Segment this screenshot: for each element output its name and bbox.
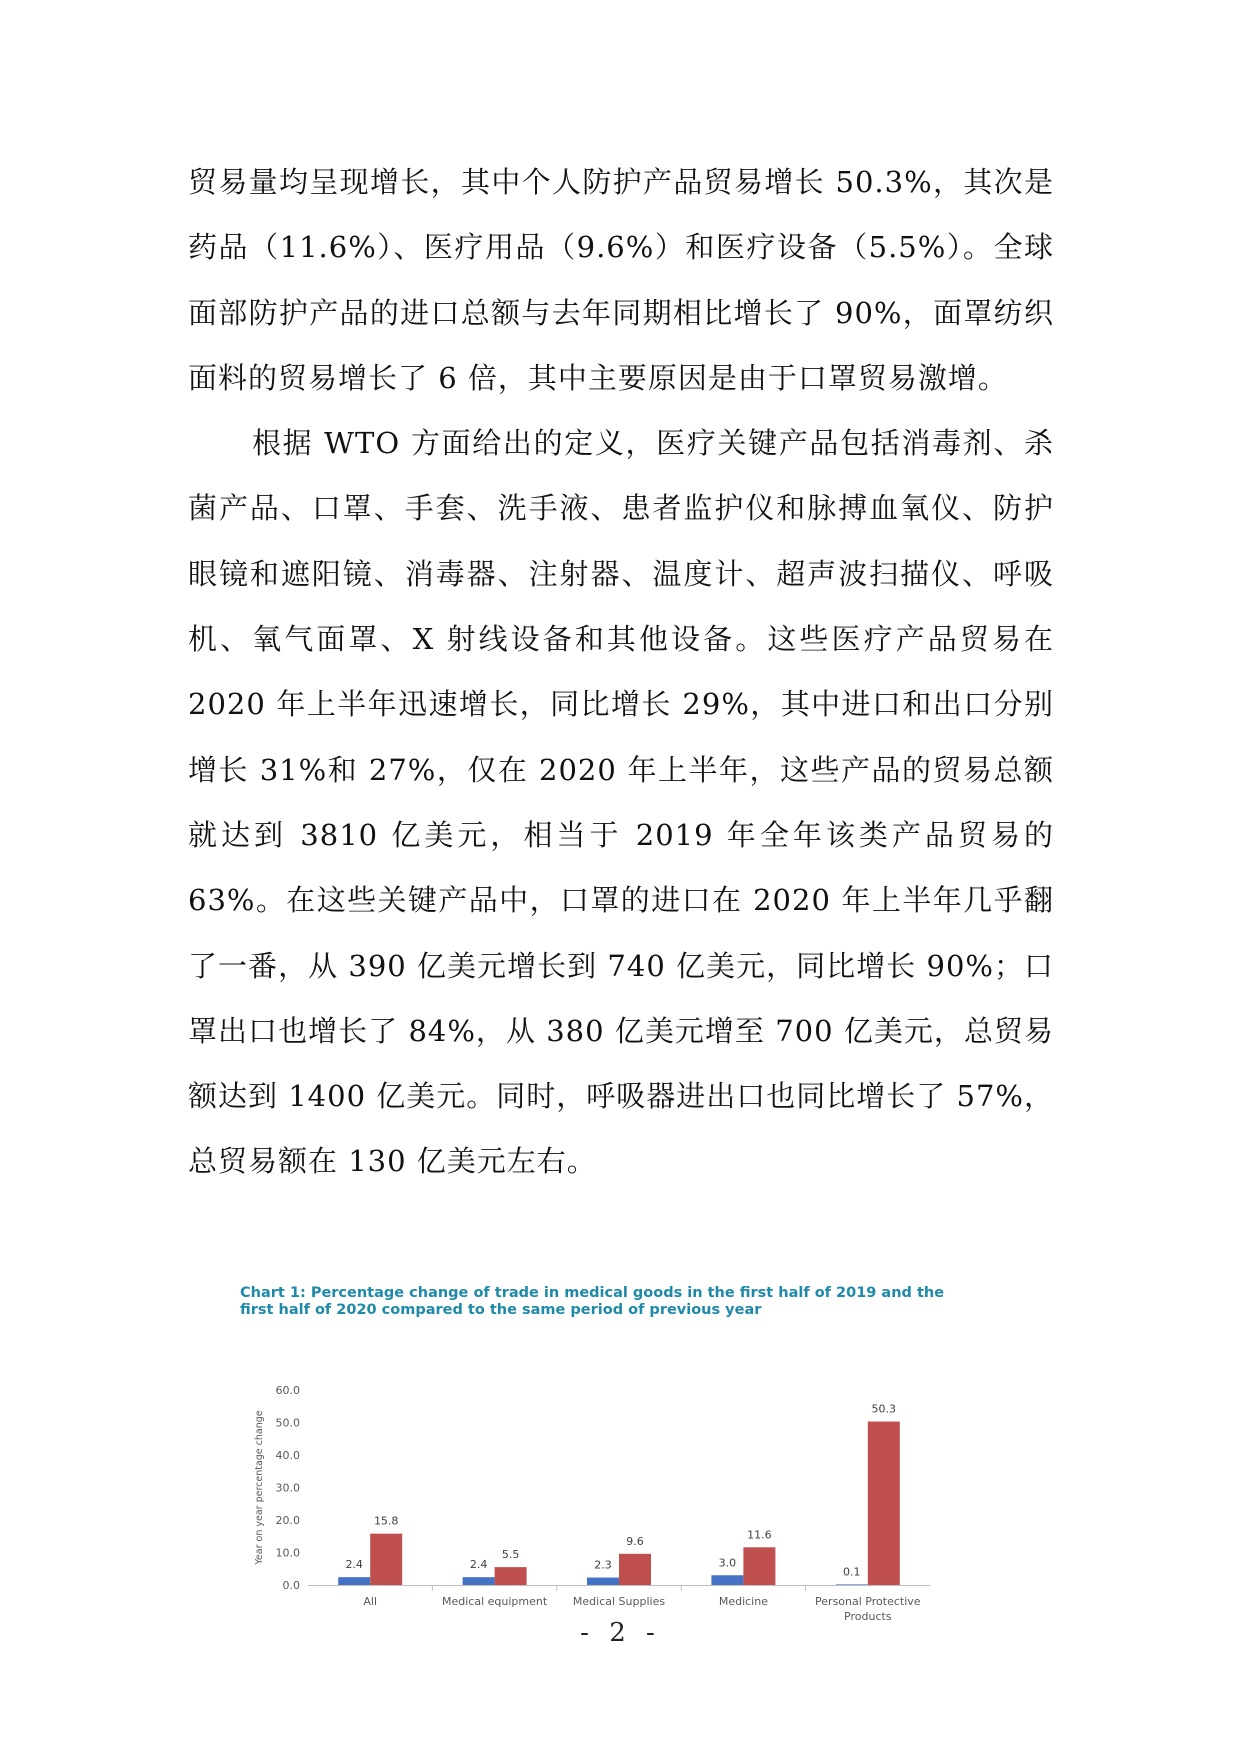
x-tick-label: Personal Protective — [815, 1595, 921, 1608]
chart-title: Chart 1: Percentage change of trade in medical goods in the first half of 2019 and the first half of 2020 compared to the same period of previous year — [240, 1285, 945, 1318]
bar-series-2020 — [868, 1422, 900, 1585]
page-number: - 2 - — [580, 1618, 661, 1648]
bar-series-2020 — [370, 1534, 402, 1585]
x-tick-label: All — [363, 1595, 378, 1608]
x-tick-label: Medical equipment — [442, 1595, 548, 1608]
data-label: 15.8 — [373, 1514, 399, 1528]
y-tick-label: 30.0 — [275, 1481, 300, 1495]
data-label: 0.1 — [843, 1565, 861, 1579]
bar-series-2020 — [619, 1554, 651, 1585]
bar-series-2019 — [836, 1584, 868, 1585]
y-tick-label: 40.0 — [275, 1449, 300, 1462]
bar-series-2019 — [338, 1577, 370, 1585]
bar-series-2020 — [743, 1547, 775, 1585]
x-tick-label: Products — [844, 1610, 892, 1623]
x-tick-label: Medicine — [718, 1595, 768, 1608]
y-tick-label: 20.0 — [275, 1514, 300, 1527]
paragraph: 贸易量均呈现增长，其中个人防护产品贸易增长 50.3%，其次是药品（11.6%）、医疗用品（9.6%）和医疗设备（5.5%）。全球面部防护产品的进口总额与去年同期相比增长了 90%，面罩纺织面料的贸易增长了 6 倍，其中主要原因是由于口罩贸易激增。 — [188, 165, 1054, 395]
y-tick-label: 0.0 — [282, 1579, 300, 1592]
data-label: 9.6 — [626, 1534, 644, 1548]
paragraph: 根据 WTO 方面给出的定义，医疗关键产品包括消毒剂、杀菌产品、口罩、手套、洗手液、患者监护仪和脉搏血氧仪、防护眼镜和遮阳镜、消毒器、注射器、温度计、超声波扫描仪、呼吸机、氧气面罩、X 射线设备和其他设备。这些医疗产品贸易在 2020 年上半年迅速增长，同比增长 29%，其中进口和出口分别增长 31%和 27%，仅在 2020 年上半年，这些产品的贸易总额就达到 3810 亿美元，相当于 2019 年全年该类产品贸易的 63%。在这些关键产品中，口罩的进口在 2020 年上半年几乎翻了一番，从 390 亿美元增长到 740 亿美元，同比增长 90%；口罩出口也增长了 84%，从 380 亿美元增至 700 亿美元，总贸易额达到 1400 亿美元。同时，呼吸器进出口也同比增长了 57%，总贸易额在 130 亿美元左右。 — [188, 426, 1054, 1179]
x-tick-label: Medical Supplies — [572, 1595, 666, 1608]
data-label: 3.0 — [718, 1556, 737, 1570]
data-label: 11.6 — [747, 1528, 772, 1542]
data-label: 2.3 — [594, 1558, 612, 1572]
data-label: 50.3 — [871, 1402, 897, 1416]
bar-series-2019 — [587, 1578, 619, 1585]
body-text — [188, 150, 1054, 1195]
chart-figure — [240, 1285, 980, 1625]
bar-series-2020 — [495, 1567, 527, 1585]
bar-series-2019 — [463, 1577, 495, 1585]
data-label: 2.4 — [345, 1558, 363, 1572]
y-tick-label: 50.0 — [275, 1416, 300, 1430]
y-axis-title: Year on year percentage change — [254, 1410, 265, 1565]
bar-chart — [240, 1285, 980, 1625]
y-tick-label: 60.0 — [275, 1384, 300, 1397]
y-tick-label: 10.0 — [275, 1546, 300, 1560]
data-label: 5.5 — [501, 1548, 520, 1562]
bar-series-2019 — [711, 1575, 743, 1585]
data-label: 2.4 — [469, 1558, 488, 1572]
